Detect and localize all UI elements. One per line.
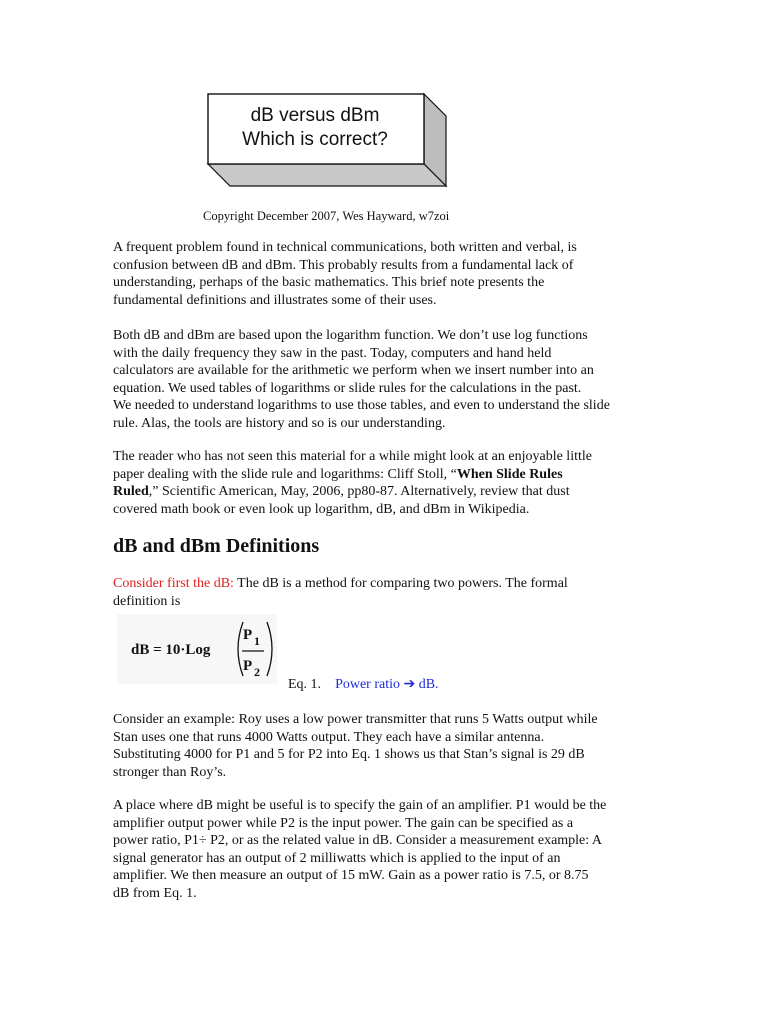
intro-paragraph <box>113 239 658 309</box>
formula-lhs: dB = 10·Log <box>131 642 211 658</box>
text-line: power ratio, P1÷ P2, or as the related value in dB. Consider a measurement example: A <box>113 833 603 849</box>
db-formula <box>117 614 277 684</box>
text-line: fundamental definitions and illustrates some of their uses. <box>113 292 437 308</box>
formula-denominator: P <box>243 658 253 674</box>
text-line: confusion between dB and dBm. This probably results from a fundamental lack of <box>113 257 574 273</box>
section-heading: dB and dBm Definitions <box>113 535 320 557</box>
formula-denominator-subscript: 2 <box>254 665 260 679</box>
title-line-1: dB versus dBm <box>250 105 380 126</box>
text-line: The reader who has not seen this material for a while might look at an enjoyable little <box>113 449 592 464</box>
text-line: signal generator has an output of 2 milliwatts which is applied to the input of an <box>113 850 561 866</box>
text-line: Consider an example: Roy uses a low power transmitter that runs 5 Watts output while <box>113 712 598 727</box>
highlight-red-text: Consider first the dB: <box>113 576 234 591</box>
equation-caption: Power ratio ➔ dB. <box>335 677 439 692</box>
text-line: with the daily frequency they saw in the past. Today, computers and hand held <box>113 345 552 361</box>
text-line: calculators are available for the arithmetic we perform when we insert number into an <box>113 363 594 379</box>
formula-numerator: P <box>243 627 253 643</box>
example-paragraph <box>113 711 658 781</box>
equation-label <box>288 676 439 693</box>
text-line: equation. We used tables of logarithms or slide rules for the calculations in the past. <box>113 380 582 396</box>
article-title-part-1: When Slide Rules <box>456 466 563 482</box>
text-line: amplifier output power while P2 is the input power. The gain can be specified as a <box>113 815 574 831</box>
text-line: Substituting 4000 for P1 and 5 for P2 into Eq. 1 shows us that Stan’s signal is 29 dB <box>113 747 585 763</box>
text-line: stronger than Roy’s. <box>113 764 227 780</box>
reader-paragraph <box>113 448 658 518</box>
equation-number: Eq. 1. <box>288 677 322 692</box>
text-line <box>113 483 658 501</box>
text-segment: The dB is a method for comparing two powers. The formal <box>233 576 568 591</box>
logarithm-paragraph <box>113 327 658 433</box>
text-line: understanding, perhaps of the basic mathematics. This brief note presents the <box>113 275 545 291</box>
copyright-line: Copyright December 2007, Wes Hayward, w7zoi <box>203 209 450 223</box>
text-segment: ,” Scientific American, May, 2006, pp80-87. Alternatively, review that dust <box>148 484 570 500</box>
formula-numerator-subscript: 1 <box>254 634 260 648</box>
text-line: covered math book or even look up logarithm, dB, and dBm in Wikipedia. <box>113 501 530 517</box>
text-line: Both dB and dBm are based upon the logarithm function. We don’t use log functions <box>113 328 588 343</box>
text-line: A place where dB might be useful is to specify the gain of an amplifier. P1 would be the <box>113 798 607 813</box>
text-line <box>113 466 658 484</box>
text-line: dB from Eq. 1. <box>113 885 197 901</box>
text-line <box>113 575 658 593</box>
text-line: amplifier. We then measure an output of 15 mW. Gain as a power ratio is 7.5, or 8.75 <box>113 868 589 884</box>
text-line: definition is <box>113 593 181 609</box>
text-line: Stan uses one that runs 4000 Watts output. They each have a similar antenna. <box>113 729 545 745</box>
title-line-2: Which is correct? <box>242 129 388 150</box>
amplifier-paragraph <box>113 797 658 903</box>
text-line: rule. Alas, the tools are history and so is our understanding. <box>113 415 446 431</box>
title-box-text <box>208 104 422 152</box>
definition-paragraph <box>113 575 658 610</box>
text-line: A frequent problem found in technical communications, both written and verbal, is <box>113 240 577 255</box>
article-title-part-2: Ruled <box>113 484 149 500</box>
text-line: We needed to understand logarithms to use those tables, and even to understand the slide <box>113 398 610 414</box>
text-segment: paper dealing with the slide rule and logarithms: Cliff Stoll, “ <box>113 466 457 482</box>
